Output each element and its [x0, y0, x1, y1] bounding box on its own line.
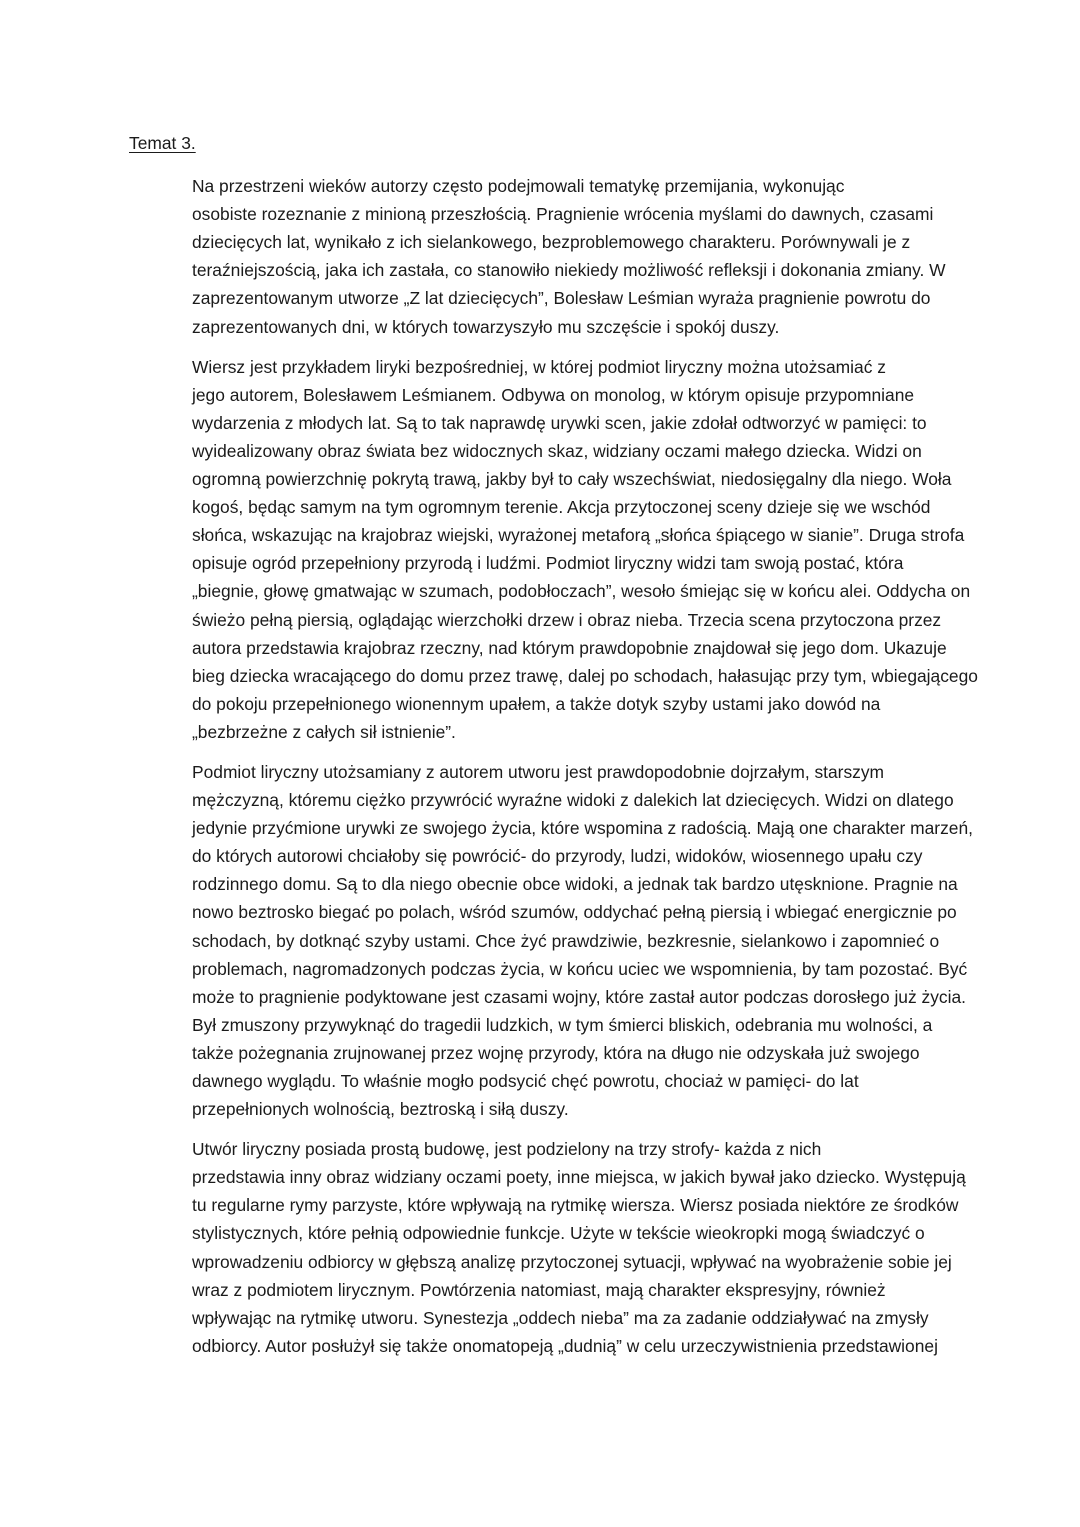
text-line: rodzinnego domu. Są to dla niego obecnie obce widoki, a jednak tak bardzo utęsknione. Pragnie na — [192, 874, 958, 895]
text-line: zaprezentowanym utworze „Z lat dziecięcych”, Bolesław Leśmian wyraża pragnienie powrotu do — [192, 288, 931, 309]
paragraph — [129, 172, 954, 341]
text-line: wpływając na rytmikę utworu. Synestezja „oddech nieba” ma za zadanie oddziaływać na zmysły — [192, 1307, 929, 1328]
text-line: autora przedstawia krajobraz rzeczny, nad którym prawdopobnie znajdował się jego dom. Ukazuje — [192, 637, 947, 658]
text-line: Na przestrzeni wieków autorzy często podejmowali tematykę przemijania, wykonując — [192, 176, 845, 197]
text-line: kogoś, będąc samym na tym ogromnym terenie. Akcja przytoczonej sceny dzieje się we wschód — [192, 497, 931, 518]
text-line: teraźniejszością, jaka ich zastała, co stanowiło niekiedy możliwość refleksji i dokonania zmiany. W — [192, 260, 946, 281]
text-line: mężczyzną, któremu ciężko przywrócić wyraźne widoki z dalekich lat dziecięcych. Widzi on dlatego — [192, 790, 954, 811]
paragraph — [129, 758, 973, 1123]
text-line: opisuje ogród przepełniony przyrodą i ludźmi. Podmiot liryczny widzi tam swoją postać, która — [192, 553, 904, 574]
text-line: problemach, nagromadzonych podczas życia, w końcu uciec we wspomnienia, by tam pozostać. Być — [192, 958, 968, 979]
text-line: zaprezentowanych dni, w których towarzyszyło mu szczęście i spokój duszy. — [192, 316, 780, 337]
text-line: odbiorcy. Autor posłużył się także onomatopeją „dudnią” w celu urzeczywistnienia przedstawionej — [192, 1335, 938, 1356]
text-line: jedynie przyćmione urywki ze swojego życia, które wspomina z radością. Mają one charakter marzeń, — [192, 818, 973, 839]
text-line: „bezbrzeżne z całych sił istnienie”. — [192, 721, 456, 742]
paragraph — [129, 353, 978, 746]
text-line: do pokoju przepełnionego wionennym upałem, a także dotyk szyby ustami jako dowód na — [192, 693, 881, 714]
text-line: tu regularne rymy parzyste, które wpływają na rytmikę wiersza. Wiersz posiada niektóre ze środków — [192, 1195, 959, 1216]
text-line: Wiersz jest przykładem liryki bezpośredniej, w której podmiot liryczny można utożsamiać z — [192, 356, 886, 377]
text-line: wraz z podmiotem lirycznym. Powtórzenia natomiast, mają charakter ekspresyjny, również — [192, 1279, 886, 1300]
text-line: wyidealizowany obraz świata bez widocznych skaz, widziany oczami małego dziecka. Widzi on — [192, 440, 922, 461]
text-line: „biegnie, głowę gmatwając w szumach, podobłoczach”, wesoło śmiejąc się w końcu alei. Oddycha on — [192, 581, 971, 602]
text-line: wprowadzeniu odbiorcy w głębszą analizę przytoczonej sytuacji, wpływać na wyobrażenie sobie jej — [192, 1251, 952, 1272]
text-line: schodach, by dotknąć szyby ustami. Chce żyć prawdziwie, bezkresnie, sielankowo i zapomnieć o — [192, 930, 940, 951]
text-line: do których autorowi chciałoby się powrócić- do przyrody, ludzi, widoków, wiosennego upału czy — [192, 846, 923, 867]
document-title: Temat 3. — [129, 133, 196, 153]
text-line: nowo beztrosko biegać po polach, wśród szumów, oddychać pełną piersią i wbiegać energicznie po — [192, 902, 957, 923]
text-line: słońca, wskazując na krajobraz wiejski, wyrażonej metaforą „słońca śpiącego w sianie”. Druga strofa — [192, 525, 965, 546]
text-line: bieg dziecka wracającego do domu przez trawę, dalej po schodach, hałasując przy tym, wbiegającego — [192, 665, 978, 686]
text-line: dawnego wyglądu. To właśnie mogło podsycić chęć powrotu, chociaż w pamięci- do lat — [192, 1071, 859, 1091]
text-line: stylistycznych, które pełnią odpowiednie funkcje. Użyte w tekście wieokropki mogą świadczyć o — [192, 1223, 925, 1244]
text-line: przepełnionych wolnością, beztroską i siłą duszy. — [192, 1099, 569, 1120]
paragraph — [129, 1135, 966, 1360]
text-line: Podmiot liryczny utożsamiany z autorem utworu jest prawdopodobnie dojrzałym, starszym — [192, 761, 885, 782]
text-line: może to pragnienie podyktowane jest czasami wojny, które zastał autor podczas dorosłego już życia. — [192, 986, 966, 1007]
paragraph-list — [129, 172, 978, 1360]
text-line: dziecięcych lat, wynikało z ich sielankowego, bezproblemowego charakteru. Porównywali je z — [192, 232, 911, 253]
text-line: świeżo pełną piersią, oglądając wierzchołki drzew i obraz nieba. Trzecia scena przytoczona przez — [192, 609, 942, 630]
text-line: także pożegnania zrujnowanej przez wojnę przyrody, która na długo nie odzyskała już swojego — [192, 1042, 920, 1063]
text-line: osobiste rozeznanie z minioną przeszłością. Pragnienie wrócenia myślami do dawnych, czasami — [192, 204, 934, 225]
text-line: Utwór liryczny posiada prostą budowę, jest podzielony na trzy strofy- każda z nich — [192, 1139, 822, 1160]
text-line: jego autorem, Bolesławem Leśmianem. Odbywa on monolog, w którym opisuje przypomniane — [192, 384, 915, 405]
document-body — [129, 129, 978, 1372]
text-line: wydarzenia z młodych lat. Są to tak naprawdę urywki scen, jakie zdołał odtworzyć w pamięci: to — [192, 412, 927, 433]
text-line: przedstawia inny obraz widziany oczami poety, inne miejsca, w jakich bywał jako dziecko. Występują — [192, 1167, 966, 1188]
text-line: Był zmuszony przywyknąć do tragedii ludzkich, w tym śmierci bliskich, odebrania mu wolności, a — [192, 1014, 933, 1035]
text-line: ogromną powierzchnię pokrytą trawą, jakby był to cały wszechświat, niedosięgalny dla niego. Woła — [192, 469, 952, 490]
